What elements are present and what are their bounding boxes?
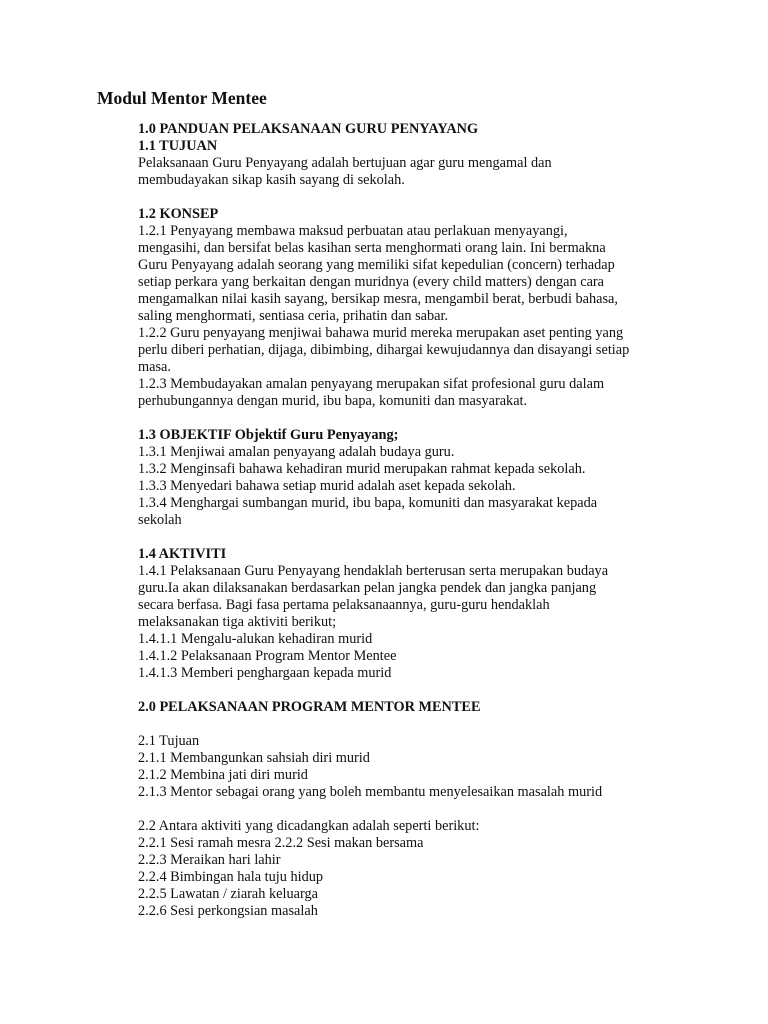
paragraph-line: 1.2.2 Guru penyayang menjiwai bahawa murid mereka merupakan aset penting yang: [138, 325, 624, 341]
document-body: [138, 121, 698, 920]
document-title: Modul Mentor Mentee: [97, 88, 267, 108]
spacer: [138, 410, 698, 427]
paragraph-line: 1.3.3 Menyedari bahawa setiap murid adalah aset kepada sekolah.: [138, 478, 516, 494]
paragraph-line: secara berfasa. Bagi fasa pertama pelaksanaannya, guru-guru hendaklah: [138, 597, 550, 613]
paragraph-line: Guru Penyayang adalah seorang yang memiliki sifat kepedulian (concern) terhadap: [138, 257, 615, 273]
paragraph-line: 1.4.1.3 Memberi penghargaan kepada murid: [138, 665, 392, 681]
paragraph-line: 1.4.1.2 Pelaksanaan Program Mentor Mentee: [138, 648, 397, 664]
spacer: [138, 189, 698, 206]
paragraph-line: 2.1 Tujuan: [138, 733, 200, 749]
paragraph-line: 2.1.1 Membangunkan sahsiah diri murid: [138, 750, 370, 766]
section-heading-1-0: 1.0 PANDUAN PELAKSANAAN GURU PENYAYANG: [138, 121, 479, 137]
paragraph-line: membudayakan sikap kasih sayang di sekolah.: [138, 172, 405, 188]
paragraph-line: 1.3.4 Menghargai sumbangan murid, ibu bapa, komuniti dan masyarakat kepada: [138, 495, 598, 511]
paragraph-line: perhubungannya dengan murid, ibu bapa, komuniti dan masyarakat.: [138, 393, 528, 409]
subsection-heading-1-1: 1.1 TUJUAN: [138, 138, 218, 154]
subsection-heading-1-3: 1.3 OBJEKTIF Objektif Guru Penyayang;: [138, 427, 399, 443]
subsection-heading-1-4: 1.4 AKTIVITI: [138, 546, 227, 562]
paragraph-line: saling menghormati, sentiasa ceria, prihatin dan sabar.: [138, 308, 449, 324]
paragraph-line: 1.2.3 Membudayakan amalan penyayang merupakan sifat profesional guru dalam: [138, 376, 605, 392]
paragraph-line: perlu diberi perhatian, dijaga, dibimbing, dihargai kewujudannya dan disayangi setiap: [138, 342, 630, 358]
spacer: [138, 682, 698, 699]
paragraph-line: 1.4.1 Pelaksanaan Guru Penyayang hendaklah berterusan serta merupakan budaya: [138, 563, 609, 579]
subsection-heading-1-2: 1.2 KONSEP: [138, 206, 219, 222]
paragraph-line: 2.2.3 Meraikan hari lahir: [138, 852, 281, 868]
paragraph-line: 1.4.1.1 Mengalu-alukan kehadiran murid: [138, 631, 373, 647]
paragraph-line: 2.2.6 Sesi perkongsian masalah: [138, 903, 318, 919]
paragraph-line: 2.1.2 Membina jati diri murid: [138, 767, 308, 783]
paragraph-line: 2.2.1 Sesi ramah mesra 2.2.2 Sesi makan bersama: [138, 835, 424, 851]
paragraph-line: mengasihi, dan bersifat belas kasihan serta menghormati orang lain. Ini bermakna: [138, 240, 606, 256]
paragraph-line: 1.3.1 Menjiwai amalan penyayang adalah budaya guru.: [138, 444, 455, 460]
paragraph-line: 2.2.4 Bimbingan hala tuju hidup: [138, 869, 324, 885]
paragraph-line: Pelaksanaan Guru Penyayang adalah bertujuan agar guru mengamal dan: [138, 155, 552, 171]
paragraph-line: 2.2 Antara aktiviti yang dicadangkan adalah seperti berikut:: [138, 818, 480, 834]
paragraph-line: melaksanakan tiga aktiviti berikut;: [138, 614, 337, 630]
spacer: [138, 716, 698, 733]
paragraph-line: 1.3.2 Menginsafi bahawa kehadiran murid merupakan rahmat kepada sekolah.: [138, 461, 586, 477]
paragraph-line: 1.2.1 Penyayang membawa maksud perbuatan atau perlakuan menyayangi,: [138, 223, 568, 239]
paragraph-line: mengamalkan nilai kasih sayang, bersikap mesra, mengambil berat, berbudi bahasa,: [138, 291, 618, 307]
paragraph-line: 2.1.3 Mentor sebagai orang yang boleh membantu menyelesaikan masalah murid: [138, 784, 603, 800]
spacer: [138, 529, 698, 546]
paragraph-line: guru.Ia akan dilaksanakan berdasarkan pelan jangka pendek dan jangka panjang: [138, 580, 597, 596]
paragraph-line: 2.2.5 Lawatan / ziarah keluarga: [138, 886, 318, 902]
paragraph-line: sekolah: [138, 512, 182, 528]
spacer: [138, 801, 698, 818]
paragraph-line: setiap perkara yang berkaitan dengan muridnya (every child matters) dengan cara: [138, 274, 605, 290]
paragraph-line: masa.: [138, 359, 171, 375]
section-heading-2-0: 2.0 PELAKSANAAN PROGRAM MENTOR MENTEE: [138, 699, 481, 715]
